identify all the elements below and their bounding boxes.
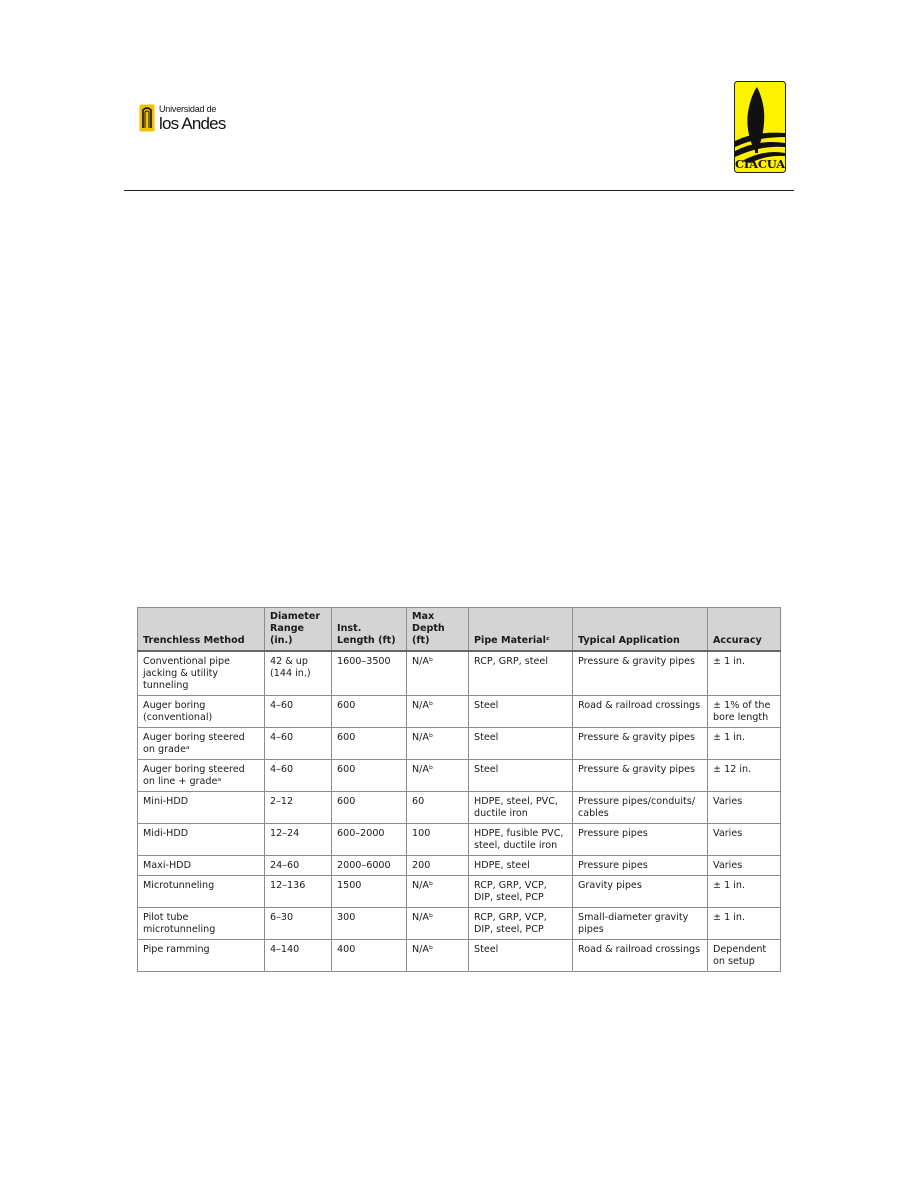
column-header: Typical Application bbox=[573, 608, 708, 652]
table-cell: 6–30 bbox=[265, 908, 332, 940]
table-cell: Steel bbox=[469, 728, 573, 760]
table-cell: RCP, GRP, VCP, DIP, steel, PCP bbox=[469, 908, 573, 940]
ciacua-logo-label: CIACUA bbox=[734, 157, 785, 171]
column-header: Accuracy bbox=[708, 608, 781, 652]
table-cell: Auger boring steered on gradeᵃ bbox=[138, 728, 265, 760]
table-cell: Pressure & gravity pipes bbox=[573, 651, 708, 696]
table-cell: Varies bbox=[708, 792, 781, 824]
table-cell: 300 bbox=[332, 908, 407, 940]
table-cell: Road & railroad crossings bbox=[573, 696, 708, 728]
table-cell: HDPE, steel, PVC, ductile iron bbox=[469, 792, 573, 824]
table-cell: N/Aᵇ bbox=[407, 876, 469, 908]
table-row bbox=[138, 940, 781, 972]
table-cell: 600 bbox=[332, 728, 407, 760]
table-cell: N/Aᵇ bbox=[407, 908, 469, 940]
table-header-row bbox=[138, 608, 781, 652]
table-cell: ± 1% of the bore length bbox=[708, 696, 781, 728]
table-cell: ± 1 in. bbox=[708, 651, 781, 696]
table-cell: HDPE, steel bbox=[469, 856, 573, 876]
uniandes-logo-line2: los Andes bbox=[159, 113, 226, 133]
table-cell: 4–60 bbox=[265, 728, 332, 760]
table-cell: 600–2000 bbox=[332, 824, 407, 856]
table-cell: Auger boring steered on line + gradeᵃ bbox=[138, 760, 265, 792]
table-cell: N/Aᵇ bbox=[407, 728, 469, 760]
table-cell: N/Aᵇ bbox=[407, 651, 469, 696]
trenchless-methods-table bbox=[137, 607, 780, 972]
table-cell: RCP, GRP, steel bbox=[469, 651, 573, 696]
table-cell: 4–60 bbox=[265, 696, 332, 728]
table-cell: 2000–6000 bbox=[332, 856, 407, 876]
table-cell: Pressure & gravity pipes bbox=[573, 760, 708, 792]
column-header: Inst. Length (ft) bbox=[332, 608, 407, 652]
table-row bbox=[138, 651, 781, 696]
header-divider bbox=[124, 190, 794, 191]
table-cell: Pressure & gravity pipes bbox=[573, 728, 708, 760]
table-cell: RCP, GRP, VCP, DIP, steel, PCP bbox=[469, 876, 573, 908]
table-row bbox=[138, 728, 781, 760]
table-cell: N/Aᵇ bbox=[407, 940, 469, 972]
uniandes-logo bbox=[139, 104, 226, 132]
table-cell: 600 bbox=[332, 792, 407, 824]
table-cell: Mini-HDD bbox=[138, 792, 265, 824]
table-cell: 42 & up (144 in.) bbox=[265, 651, 332, 696]
table-cell: Pressure pipes bbox=[573, 856, 708, 876]
table-cell: 100 bbox=[407, 824, 469, 856]
table-cell: 600 bbox=[332, 696, 407, 728]
table-cell: Varies bbox=[708, 856, 781, 876]
table-cell: ± 1 in. bbox=[708, 876, 781, 908]
table-cell: Pilot tube microtunneling bbox=[138, 908, 265, 940]
table-cell: ± 1 in. bbox=[708, 908, 781, 940]
table-cell: 60 bbox=[407, 792, 469, 824]
column-header: Pipe Materialᶜ bbox=[469, 608, 573, 652]
table-cell: Road & railroad crossings bbox=[573, 940, 708, 972]
ciacua-logo bbox=[734, 81, 786, 173]
column-header: Diameter Range (in.) bbox=[265, 608, 332, 652]
column-header: Max Depth (ft) bbox=[407, 608, 469, 652]
column-header: Trenchless Method bbox=[138, 608, 265, 652]
table-cell: 1500 bbox=[332, 876, 407, 908]
table-row bbox=[138, 876, 781, 908]
table-cell: Steel bbox=[469, 760, 573, 792]
table-cell: Varies bbox=[708, 824, 781, 856]
table-cell: N/Aᵇ bbox=[407, 760, 469, 792]
table-cell: 1600–3500 bbox=[332, 651, 407, 696]
table-cell: Steel bbox=[469, 940, 573, 972]
table-row bbox=[138, 760, 781, 792]
table-cell: 600 bbox=[332, 760, 407, 792]
table-cell: 2–12 bbox=[265, 792, 332, 824]
table-cell: 4–60 bbox=[265, 760, 332, 792]
table-cell: 12–24 bbox=[265, 824, 332, 856]
table-cell: 400 bbox=[332, 940, 407, 972]
table-row bbox=[138, 792, 781, 824]
table-row bbox=[138, 824, 781, 856]
table-cell: ± 12 in. bbox=[708, 760, 781, 792]
table-cell: Pipe ramming bbox=[138, 940, 265, 972]
table-cell: Microtunneling bbox=[138, 876, 265, 908]
table-cell: Small-diameter gravity pipes bbox=[573, 908, 708, 940]
table-cell: Pressure pipes/conduits/ cables bbox=[573, 792, 708, 824]
table-cell: Conventional pipe jacking & utility tunneling bbox=[138, 651, 265, 696]
table-cell: Pressure pipes bbox=[573, 824, 708, 856]
uniandes-logo-line1: Universidad de bbox=[159, 103, 217, 114]
table-cell: Midi-HDD bbox=[138, 824, 265, 856]
table-cell: Maxi-HDD bbox=[138, 856, 265, 876]
table-cell: 200 bbox=[407, 856, 469, 876]
table-cell: 24–60 bbox=[265, 856, 332, 876]
table-cell: Steel bbox=[469, 696, 573, 728]
table-cell: N/Aᵇ bbox=[407, 696, 469, 728]
table-row bbox=[138, 856, 781, 876]
table-cell: 12–136 bbox=[265, 876, 332, 908]
table-cell: 4–140 bbox=[265, 940, 332, 972]
table-cell: Dependent on setup bbox=[708, 940, 781, 972]
table-cell: Gravity pipes bbox=[573, 876, 708, 908]
table-row bbox=[138, 696, 781, 728]
table-cell: HDPE, fusible PVC, steel, ductile iron bbox=[469, 824, 573, 856]
uniandes-emblem-icon bbox=[139, 104, 155, 132]
table-row bbox=[138, 908, 781, 940]
table-cell: ± 1 in. bbox=[708, 728, 781, 760]
table-cell: Auger boring (conventional) bbox=[138, 696, 265, 728]
